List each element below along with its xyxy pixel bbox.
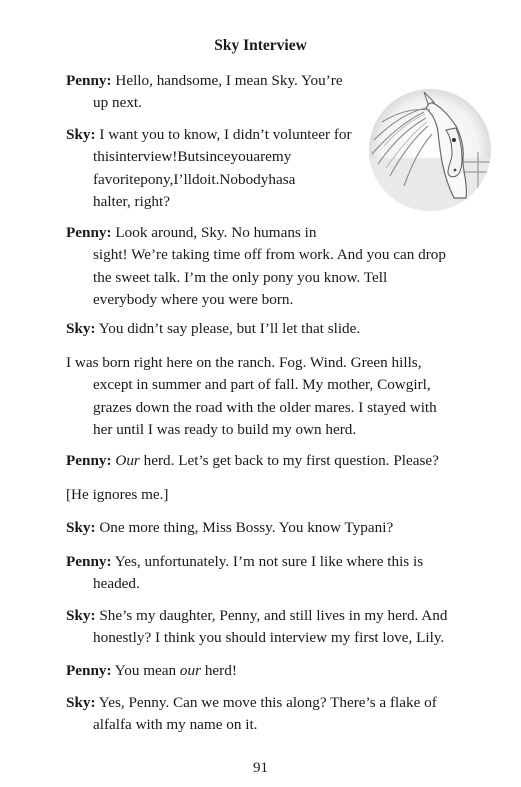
dialogue-sky-1: Sky: I want you to know, I didn’t volunteer for thisinterview!Butsinceyouaremy favoritepony,I’lldoit.Nobodyhasa halter, right? xyxy=(66,126,352,211)
speaker-label: Sky: xyxy=(66,607,96,624)
speaker-label: Penny: xyxy=(66,662,112,679)
speaker-label: Sky: xyxy=(66,694,96,711)
dialogue-sky-4: Sky: She’s my daughter, Penny, and still lives in my herd. And honestly? I think you should interview my first love, Lily. xyxy=(66,607,448,647)
dialogue-sky-3: Sky: One more thing, Miss Bossy. You know Typani? xyxy=(66,519,394,536)
dialogue-penny-4: Penny: Yes, unfortunately. I’m not sure I like where this is headed. xyxy=(66,553,424,593)
dialogue-sky-2: Sky: You didn’t say please, but I’ll let that slide. xyxy=(66,320,361,337)
speaker-label: Penny: xyxy=(66,72,112,89)
dialogue-penny-5: Penny: You mean our herd! xyxy=(66,662,237,679)
speaker-label: Sky: xyxy=(66,519,96,536)
dialogue-sky-5: Sky: Yes, Penny. Can we move this along? There’s a flake of alfalfa with my name on it. xyxy=(66,694,437,734)
page-number: 91 xyxy=(253,760,268,776)
page-title: Sky Interview xyxy=(214,37,307,54)
speaker-label: Penny: xyxy=(66,553,112,570)
speaker-label: Sky: xyxy=(66,126,96,143)
speaker-label: Penny: xyxy=(66,452,112,469)
speaker-label: Sky: xyxy=(66,320,96,337)
horse-illustration xyxy=(368,88,492,212)
dialogue-penny-1: Penny: Hello, handsome, I mean Sky. You’re up next. xyxy=(66,72,343,112)
speaker-label: Penny: xyxy=(66,224,112,241)
dialogue-penny-3: Penny: Our herd. Let’s get back to my first question. Please? xyxy=(66,452,439,469)
stage-direction: [He ignores me.] xyxy=(66,486,169,503)
narration-sky: I was born right here on the ranch. Fog. Wind. Green hills, except in summer and part of fall. My mother, Cowgirl, grazes down the road with the older mares. I stayed with her until I was ready to build my own herd. xyxy=(66,354,437,439)
dialogue-penny-2: Penny: Look around, Sky. No humans in sight! We’re taking time off from work. And you can drop the sweet talk. I’m the only pony you know. Tell everybody where you were born. xyxy=(66,224,446,309)
